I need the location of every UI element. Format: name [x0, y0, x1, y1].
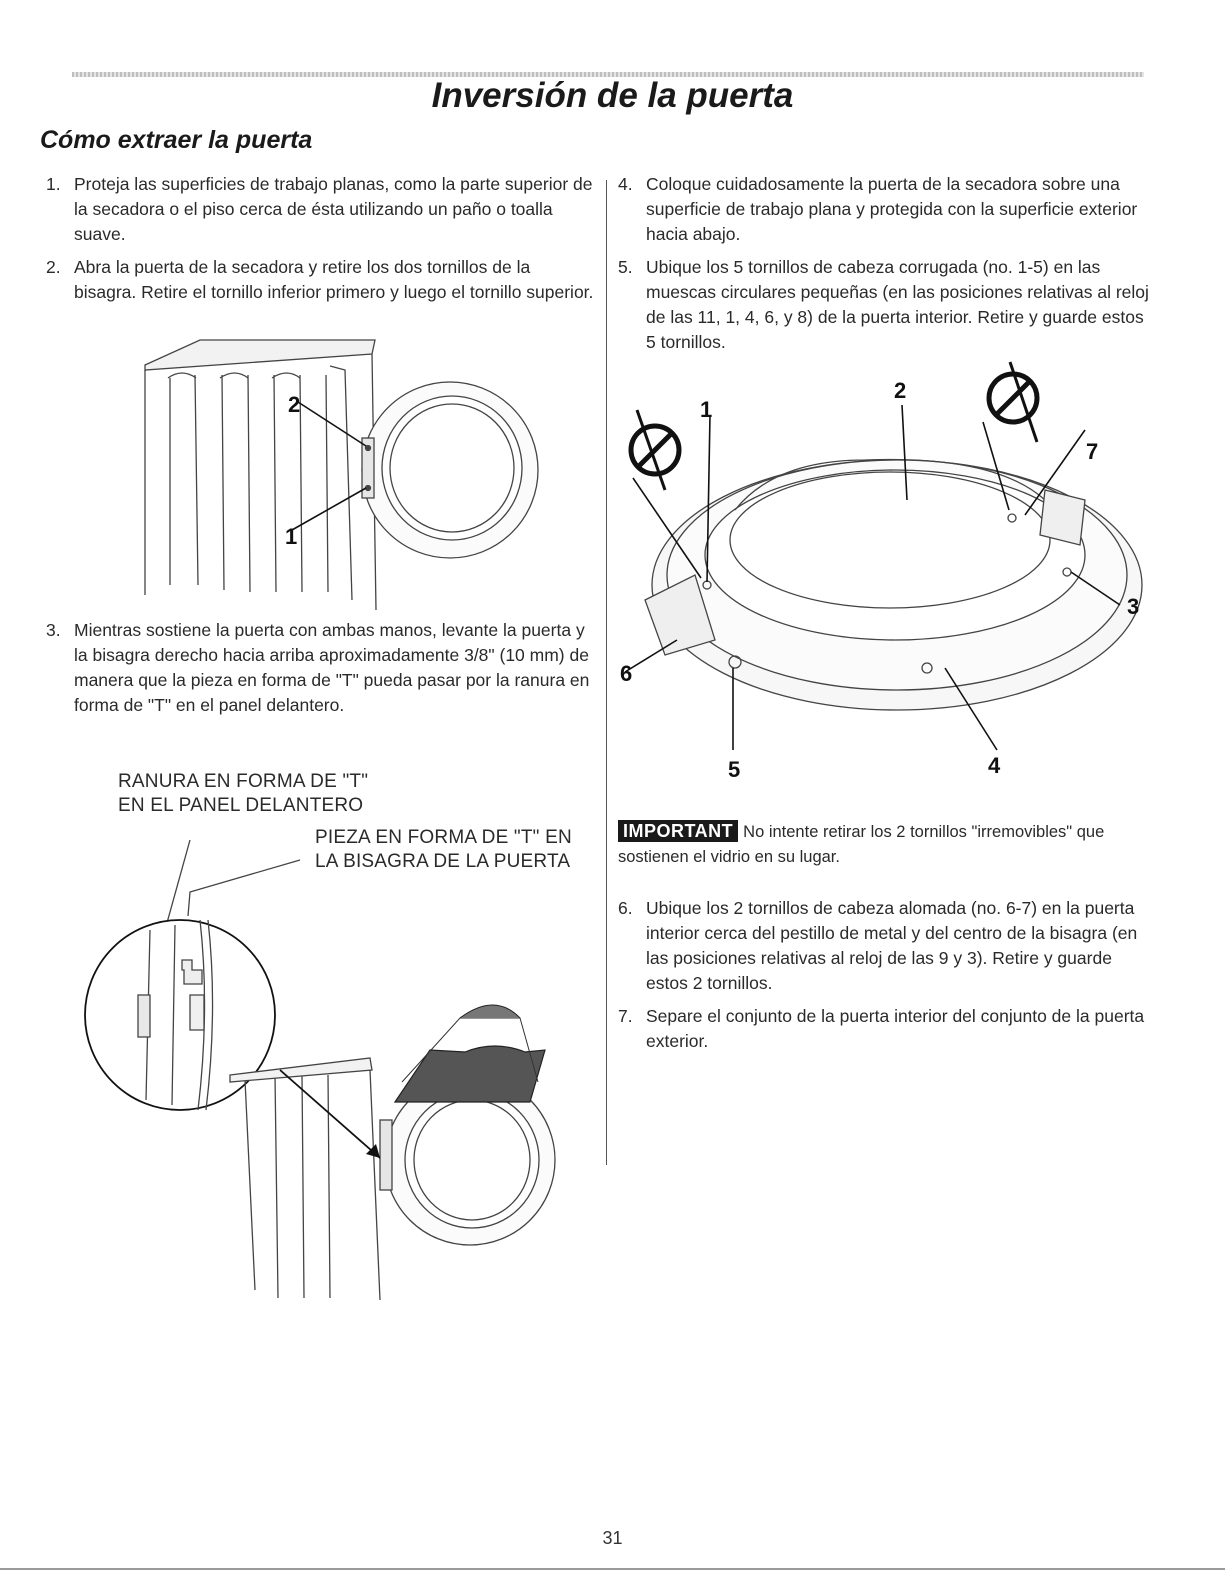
step-item [46, 255, 596, 305]
figure1-label-bottom: 1 [285, 524, 298, 549]
bottom-rule [0, 1568, 1225, 1570]
tpiece-callout-line: LA BISAGRA DE LA PUERTA [315, 851, 571, 872]
left-steps [46, 172, 596, 313]
step-number: 6. [618, 898, 633, 918]
important-badge: IMPORTANT [618, 820, 738, 842]
step-text: Coloque cuidadosamente la puerta de la secadora sobre una superficie de trabajo plana y protegida con la superficie exterior hacia abajo. [646, 174, 1138, 244]
step-number: 4. [618, 174, 633, 194]
step-item [618, 255, 1158, 355]
section-title: Cómo extraer la puerta [40, 126, 313, 154]
step-item [618, 1004, 1158, 1054]
important-notice [618, 820, 1148, 870]
important-text: No intente retirar los 2 tornillos "irremovibles" que sostienen el vidrio en su lugar. [618, 823, 1105, 866]
column-divider [606, 180, 607, 1165]
step-number: 3. [46, 620, 61, 640]
step-item [618, 172, 1158, 247]
slot-callout-line: RANURA EN FORMA DE "T" [118, 771, 369, 792]
slot-callout [118, 770, 368, 818]
step-item [46, 618, 596, 718]
step-text: Separe el conjunto de la puerta interior del conjunto de la puerta exterior. [646, 1006, 1145, 1051]
step-item [46, 172, 596, 247]
figure1-label-top: 2 [288, 392, 301, 417]
figure-inner-door-screws [615, 350, 1160, 770]
step-number: 2. [46, 257, 61, 277]
no-screwdriver-icon-left [631, 410, 679, 490]
slot-callout-line: EN EL PANEL DELANTERO [118, 795, 364, 816]
step-item [618, 896, 1158, 996]
page-number: 31 [602, 1528, 623, 1548]
figure3-label-3: 3 [1127, 594, 1140, 619]
step-number: 1. [46, 174, 61, 194]
page-title: Inversión de la puerta [431, 76, 794, 115]
tpiece-callout-line: PIEZA EN FORMA DE "T" EN [315, 827, 572, 848]
step-number: 5. [618, 257, 633, 277]
figure3-label-1: 1 [700, 397, 713, 422]
figure3-label-6: 6 [620, 661, 633, 686]
step-number: 7. [618, 1006, 633, 1026]
step-text: Ubique los 5 tornillos de cabeza corrugada (no. 1-5) en las muescas circulares pequeñas (en las posiciones relativas al reloj de las 11, 1, 4, 6, y 8) de la puerta interior. Retire y guarde estos 5 tornillos. [646, 257, 1149, 352]
figure-dryer-hinge-screws [140, 330, 560, 610]
step-text: Proteja las superficies de trabajo planas, como la parte superior de la secadora o el piso cerca de ésta utilizando un paño o toalla suave. [74, 174, 593, 244]
figure3-label-5: 5 [728, 757, 741, 782]
step-text: Abra la puerta de la secadora y retire los dos tornillos de la bisagra. Retire el tornillo inferior primero y luego el tornillo superior. [74, 257, 594, 302]
step-text: Mientras sostiene la puerta con ambas manos, levante la puerta y la bisagra derecho hacia arriba aproximadamente 3/8" (10 mm) de manera que la pieza en forma de "T" pueda pasar por la ranura en forma de "T" en el panel delantero. [74, 620, 590, 715]
right-steps-continued [618, 896, 1158, 1062]
right-steps [618, 172, 1158, 363]
no-screwdriver-icon-right [989, 362, 1037, 442]
figure-door-lift [80, 820, 580, 1310]
left-steps-continued [46, 618, 596, 726]
figure3-label-2: 2 [894, 378, 907, 403]
step-text: Ubique los 2 tornillos de cabeza alomada (no. 6-7) en la puerta interior cerca del pestillo de metal y del centro de la bisagra (en las posiciones relativas al reloj de las 9 y 3). Retire y guarde estos 2 tornillos. [646, 898, 1138, 993]
figure3-label-4: 4 [988, 753, 1001, 778]
figure3-label-7: 7 [1086, 439, 1099, 464]
